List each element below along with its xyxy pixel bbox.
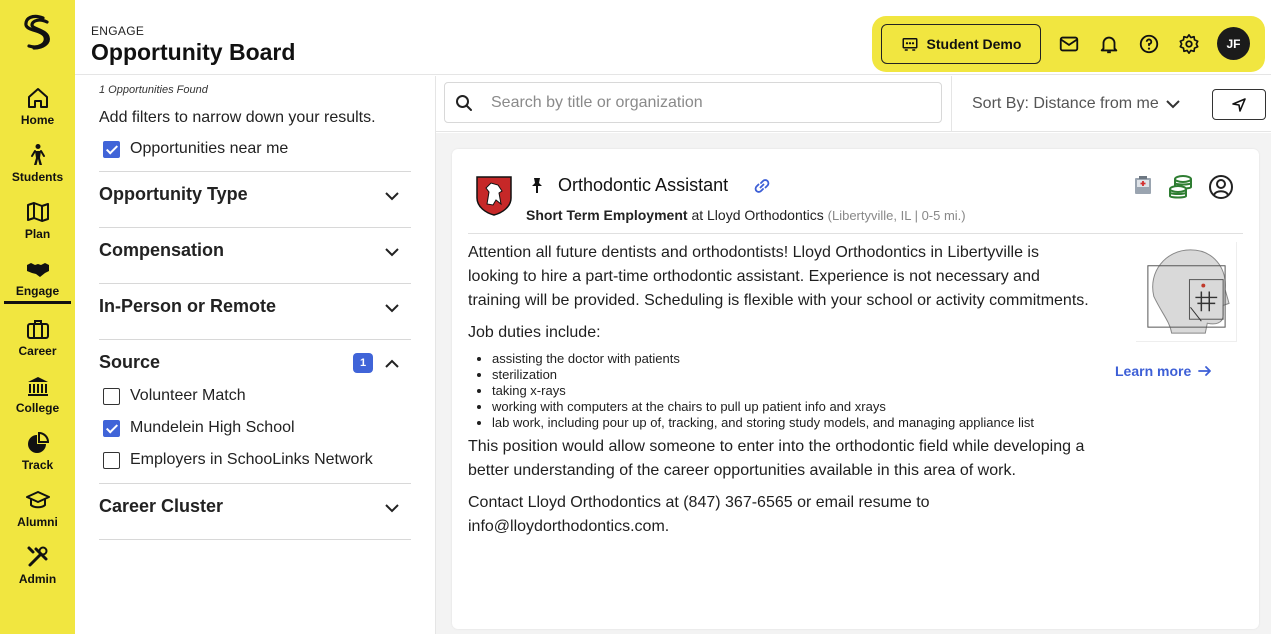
list-item: • assisting the doctor with patients [492,351,1094,367]
filter-career-cluster[interactable] [99,483,411,539]
option-label: Mundelein High School [130,419,295,436]
filter-title: In-Person or Remote [99,296,277,316]
schoolinks-logo-icon[interactable] [19,14,53,50]
nav-label: Admin [18,572,57,586]
divider [468,233,1243,234]
student-demo-label: Student Demo [926,36,1022,52]
filter-compensation[interactable] [99,227,411,283]
bell-icon[interactable] [1098,33,1120,55]
arrow-right-icon [1197,363,1213,379]
avatar[interactable]: JF [1217,27,1250,60]
nav-label: Home [20,113,55,127]
demo-icon [901,35,919,53]
option-label: Volunteer Match [130,387,246,404]
link-icon[interactable] [753,178,771,194]
student-demo-button[interactable] [881,24,1041,64]
opportunity-meta [526,207,966,223]
nav-item-admin[interactable] [0,545,75,586]
breadcrumb: ENGAGE [91,24,145,38]
chevron-down-icon[interactable] [383,299,401,317]
pin-icon[interactable] [528,176,546,194]
checkbox[interactable] [103,452,120,469]
learn-more-label: Learn more [1115,363,1192,379]
opportunity-description [468,241,1094,547]
briefcase-icon [26,317,50,341]
gear-icon[interactable] [1178,33,1200,55]
checkbox[interactable] [103,388,120,405]
navigation-arrow-icon [1231,97,1247,113]
nav-item-alumni[interactable] [0,488,75,529]
graduation-cap-icon [26,488,50,512]
location-distance: (Libertyville, IL | 0-5 mi.) [827,208,966,223]
chevron-down-icon[interactable] [383,187,401,205]
health-kit-icon [1132,174,1154,196]
opportunity-type: Short Term Employment [526,207,688,223]
nav-label: Engage [15,284,60,298]
nav-label: Track [21,458,54,472]
filter-title: Compensation [99,240,225,260]
opportunity-title[interactable]: Orthodontic Assistant [558,175,729,195]
opportunity-card[interactable] [452,149,1259,629]
nav-label: Students [11,170,64,184]
nav-label: Career [18,344,57,358]
filter-title: Source [99,352,161,372]
results-count: 1 Opportunities Found [99,84,208,96]
sort-label: Sort By: Distance from me [972,95,1159,112]
chevron-down-icon[interactable] [383,499,401,517]
contact-paragraph: Contact Lloyd Orthodontics at (847) 367-6565 or email resume to info@lloydorthodontics.com. [468,494,930,535]
filter-title: Opportunity Type [99,184,248,204]
filter-opportunity-type[interactable] [99,171,411,227]
nav-label: Plan [24,227,51,241]
list-item: • working with computers at the chairs to pull up patient info and xrays [492,399,1094,415]
pie-chart-icon [26,431,50,455]
description-paragraph: This position would allow someone to enter into the orthodontic field while developing a better understanding of the career opportunities available in this area of work. [468,438,1085,479]
nav-item-plan[interactable] [0,200,75,241]
description-paragraph: Attention all future dentists and orthodontists! Lloyd Orthodontics in Libertyville is looking to hire a part-time orthodontic assistant. Experience is not necessary and training will be provided. Scheduling is flexible with your school or activity commitments. [468,244,1089,309]
side-nav [0,0,75,634]
filter-in-person-remote[interactable] [99,283,411,339]
page-title: Opportunity Board [91,39,296,65]
student-icon [26,143,50,167]
chevron-down-icon[interactable] [383,243,401,261]
filter-count-badge: 1 [353,353,373,373]
nav-item-engage[interactable] [0,257,75,298]
locate-me-button[interactable] [1212,89,1266,120]
tools-icon [26,545,50,569]
coins-icon [1168,174,1194,200]
user-circle-icon[interactable] [1208,174,1234,200]
source-option-mundelein[interactable] [103,419,295,437]
nav-label: Alumni [17,515,58,529]
duties-heading: Job duties include: [468,324,601,341]
search-box[interactable] [444,82,942,123]
nav-item-college[interactable] [0,374,75,415]
page-header [75,0,1271,75]
chevron-up-icon[interactable] [383,355,401,373]
list-item: • taking x-rays [492,383,1094,399]
source-option-volunteer-match[interactable] [103,387,246,405]
nav-item-home[interactable] [0,86,75,127]
org-logo [474,174,514,216]
header-toolbar [872,16,1265,72]
nav-item-track[interactable] [0,431,75,472]
search-input[interactable] [491,83,931,122]
checkbox[interactable] [103,420,120,437]
help-icon[interactable] [1138,33,1160,55]
nav-item-career[interactable] [0,317,75,358]
chevron-down-icon [1165,96,1181,112]
search-toolbar [436,76,1271,132]
list-item: • lab work, including pour up of, tracking, and storing study models, and managing appliance list [492,415,1094,431]
near-me-checkbox[interactable] [103,141,120,158]
learn-more-link[interactable] [1115,363,1213,379]
near-me-label: Opportunities near me [130,140,289,157]
filters-panel [75,76,436,634]
mail-icon[interactable] [1058,33,1080,55]
duties-list [492,351,1094,431]
dental-illustration [1136,242,1237,342]
search-icon [455,94,473,112]
map-icon [26,200,50,224]
college-icon [26,374,50,398]
option-label: Employers in SchooLinks Network [130,451,373,468]
source-option-employers[interactable] [103,451,373,469]
filter-title: Career Cluster [99,496,224,516]
at-label: at [691,207,704,223]
nav-label: College [15,401,60,415]
results-list [436,133,1271,634]
handshake-icon [26,257,50,281]
list-item: • sterilization [492,367,1094,383]
divider [951,76,952,132]
home-icon [26,86,50,110]
organization-name: Lloyd Orthodontics [707,207,824,223]
near-me-checkbox-row[interactable] [103,140,288,158]
nav-item-students[interactable] [0,143,75,184]
divider [99,539,411,540]
filters-hint: Add filters to narrow down your results. [99,109,376,126]
sort-dropdown[interactable] [972,95,1181,113]
